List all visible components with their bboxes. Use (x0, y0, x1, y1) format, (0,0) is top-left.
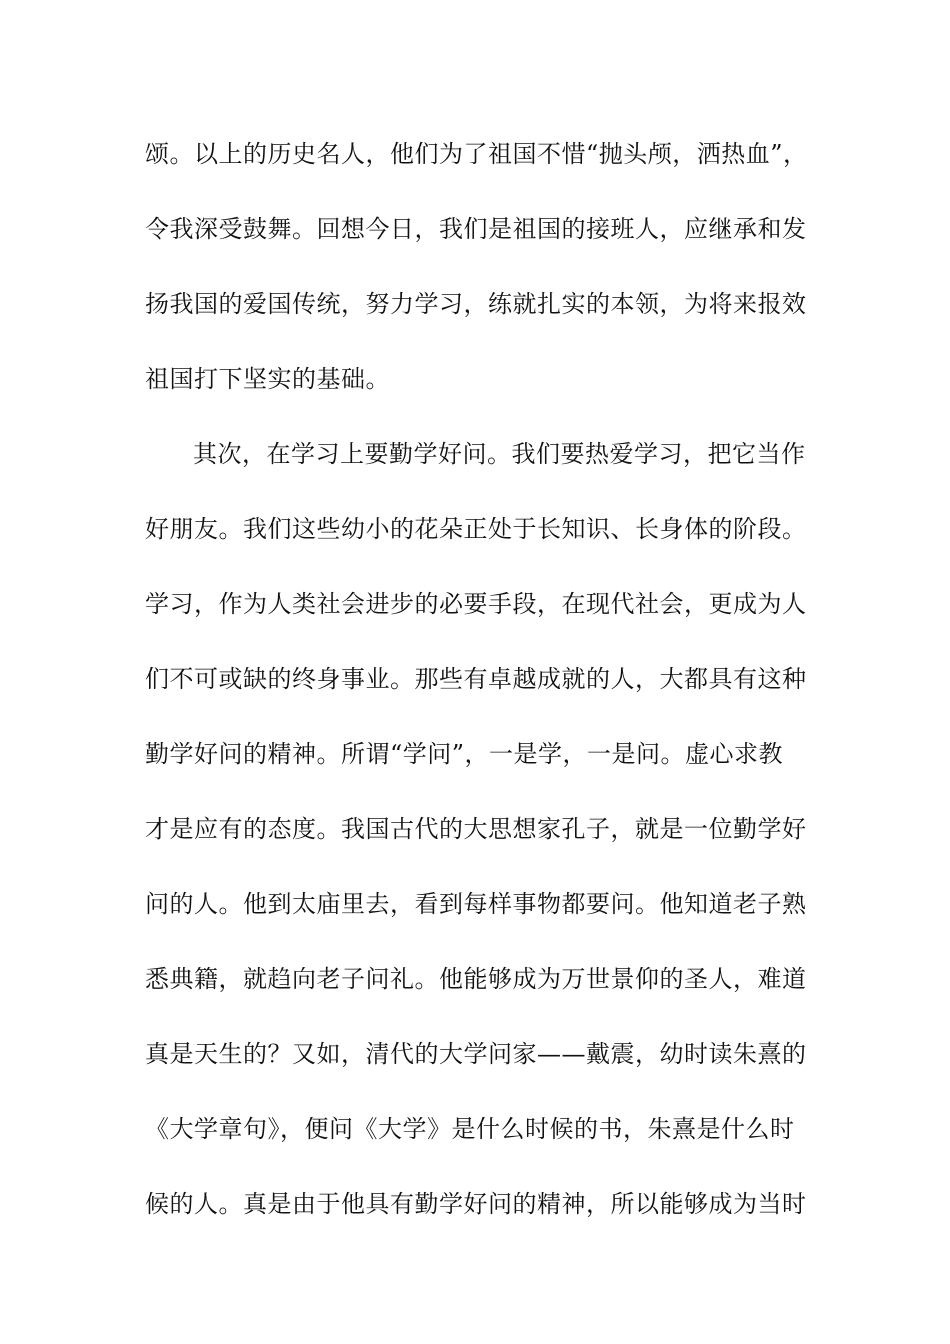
text-line: 祖国打下坚实的基础。 (145, 365, 390, 393)
text-line: 候的人。真是由于他具有勤学好问的精神，所以能够成为当时 (145, 1190, 807, 1218)
text-line: 《大学章句》，便问《大学》是什么时候的书，朱熹是什么时 (145, 1115, 795, 1143)
text-line: 好朋友。我们这些幼小的花朵正处于长知识、长身体的阶段。 (145, 515, 807, 543)
text-line: 学习，作为人类社会进步的必要手段，在现代社会，更成为人 (145, 590, 807, 618)
text-line: 问的人。他到太庙里去，看到每样事物都要问。他知道老子熟 (145, 890, 807, 918)
paragraph-first-line: 其次，在学习上要勤学好问。我们要热爱学习，把它当作 (193, 440, 806, 468)
text-line: 们不可或缺的终身事业。那些有卓越成就的人，大都具有这种 (145, 665, 807, 693)
text-line: 令我深受鼓舞。回想今日，我们是祖国的接班人，应继承和发 (145, 215, 807, 243)
text-line: 勤学好问的精神。所谓“学问”，一是学，一是问。虚心求教 (145, 740, 784, 768)
text-line: 真是天生的？又如，清代的大学问家——戴震，幼时读朱熹的 (145, 1040, 807, 1068)
body-text (145, 130, 815, 1255)
text-line: 扬我国的爱国传统，努力学习，练就扎实的本领，为将来报效 (145, 290, 807, 318)
text-line: 悉典籍，就趋向老子问礼。他能够成为万世景仰的圣人，难道 (145, 965, 807, 993)
text-line: 才是应有的态度。我国古代的大思想家孔子，就是一位勤学好 (145, 815, 807, 843)
text-line: 颂。以上的历史名人，他们为了祖国不惜“抛头颅，洒热血”， (145, 140, 808, 168)
